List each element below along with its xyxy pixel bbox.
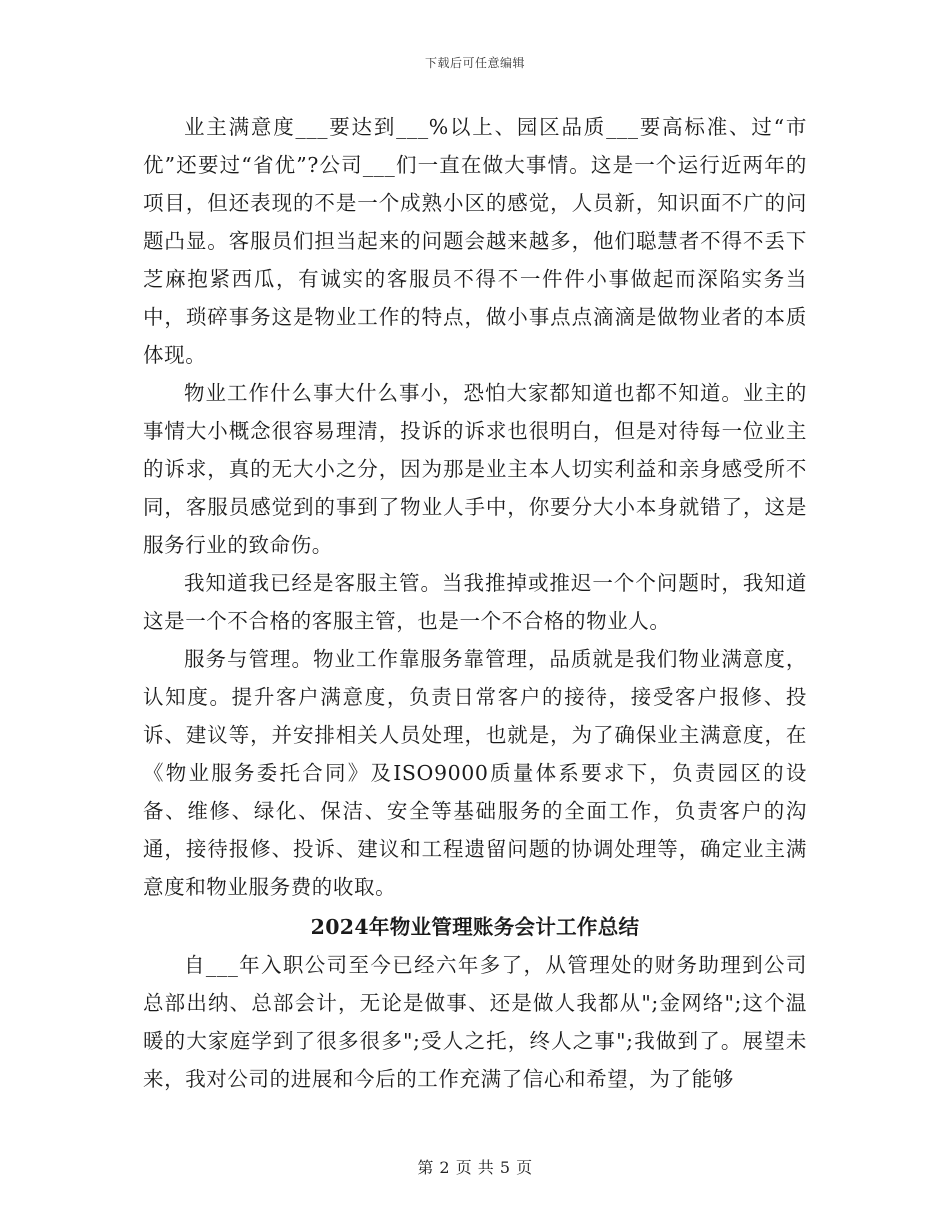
paragraph-satisfaction: 业主满意度___要达到___%以上、园区品质___要高标准、过“市优”还要过“省优”?公司___们一直在做大事情。这是一个运行近两年的项目，但还表现的不是一个成熟小区的感觉，人员新，知识面不广的问题凸显。客服员们担当起来的问题会越来越多，他们聪慧者不得不丢下芝麻抱紧西瓜，有诚实的客服员不得不一件件小事做起而深陷实务当中，琐碎事务这是物业工作的特点，做小事点点滴滴是做物业者的本质体现。 xyxy=(143,115,807,367)
paragraph-service-management: 服务与管理。物业工作靠服务靠管理，品质就是我们物业满意度，认知度。提升客户满意度，负责日常客户的接待，接受客户报修、投诉、建议等，并安排相关人员处理，也就是，为了确保业主满意度，在《物业服务委托合同》及ISO9000质量体系要求下，负责园区的设备、维修、绿化、保洁、安全等基础服务的全面工作，负责客户的沟通，接待报修、投诉、建议和工程遗留问题的协调处理等，确定业主满意度和物业服务费的收取。 xyxy=(143,647,807,899)
document-body xyxy=(143,108,807,1098)
paragraph-accounting-summary: 自___年入职公司至今已经六年多了，从管理处的财务助理到公司总部出纳、总部会计，无论是做事、还是做人我都从";金网络";这个温暖的大家庭学到了很多很多";受人之托，终人之事";我做到了。展望未来，我对公司的进展和今后的工作充满了信心和希望，为了能够 xyxy=(143,953,807,1091)
page-header: 下载后可任意编辑 xyxy=(424,56,525,70)
paragraph-big-small-matters: 物业工作什么事大什么事小，恐怕大家都知道也都不知道。业主的事情大小概念很容易理清，投诉的诉求也很明白，但是对待每一位业主的诉求，真的无大小之分，因为那是业主本人切实利益和亲身感受所不同，客服员感觉到的事到了物业人手中，你要分大小本身就错了，这是服务行业的致命伤。 xyxy=(143,381,807,557)
paragraph-supervisor: 我知道我已经是客服主管。当我推掉或推迟一个个问题时，我知道这是一个不合格的客服主管，也是一个不合格的物业人。 xyxy=(143,571,807,633)
section-title: 2024年物业管理账务会计工作总结 xyxy=(310,915,640,939)
page-number: 第 2 页 共 5 页 xyxy=(417,1158,533,1177)
